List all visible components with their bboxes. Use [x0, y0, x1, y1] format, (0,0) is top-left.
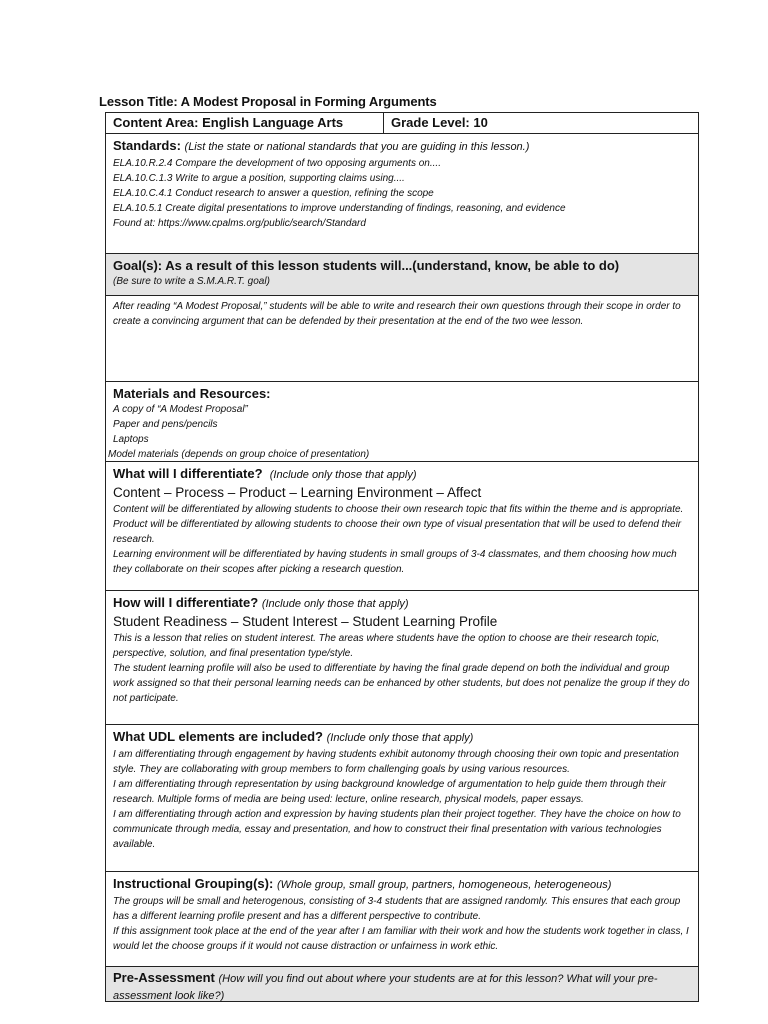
- standards-list: [113, 156, 691, 231]
- standards-heading: Standards:: [113, 138, 181, 153]
- differentiate-what-paragraph: Product will be differentiated by allowing students to choose their own type of visual presentation that will be used to defend their research.: [113, 519, 682, 545]
- udl-heading: What UDL elements are included?: [113, 729, 323, 744]
- differentiate-how-note: (Include only those that apply): [261, 598, 409, 610]
- grade-level: Grade Level: 10: [391, 115, 488, 130]
- goals-header: [106, 254, 698, 296]
- pre-assessment-heading: Pre-Assessment: [113, 970, 215, 985]
- standard-item: ELA.10.C.1.3 Write to argue a position, supporting claims using....: [113, 173, 405, 184]
- differentiate-what-section: [106, 462, 698, 591]
- materials-section: [106, 382, 698, 462]
- differentiate-what-note: (Include only those that apply): [269, 469, 417, 481]
- differentiate-how-paragraph: This is a lesson that relies on student interest. The areas where students have the option to choose are their research topic, perspective, solution, and final presentation type/style.: [113, 633, 660, 659]
- udl-paragraph: I am differentiating through action and expression by having students plan their project together. They have the choice on how to communicate through media, essay and presentation, and how to construct their final presentation with various technologies available.: [113, 809, 681, 850]
- materials-heading: Materials and Resources:: [113, 386, 271, 401]
- differentiate-how-options: Student Readiness – Student Interest – Student Learning Profile: [113, 614, 498, 629]
- lesson-plan-form: [105, 112, 699, 1002]
- standards-section: [106, 134, 698, 254]
- pre-assessment-note: (How will you find out about where your students are at for this lesson? What will your pre-assessment look like?): [113, 973, 658, 1001]
- material-item: Model materials (depends on group choice of presentation): [108, 449, 370, 460]
- goals-note: (Be sure to write a S.M.A.R.T. goal): [113, 276, 270, 287]
- udl-paragraph: I am differentiating through representation by using background knowledge of argumentation to help guide them through their research. Multiple forms of media are being used: lecture, online research, physical models, paper essays.: [113, 779, 667, 805]
- pre-assessment-section: [106, 967, 698, 1001]
- grouping-note: (Whole group, small group, partners, homogeneous, heterogeneous): [276, 879, 612, 891]
- differentiate-what-options: Content – Process – Product – Learning Environment – Affect: [113, 485, 482, 500]
- grouping-section: [106, 872, 698, 967]
- differentiate-what-heading: What will I differentiate?: [113, 466, 263, 481]
- goals-heading: Goal(s): As a result of this lesson students will...(understand, know, be able to do): [113, 258, 620, 273]
- differentiate-how-section: [106, 591, 698, 725]
- lesson-title: Lesson Title: A Modest Proposal in Forming Arguments: [99, 94, 437, 109]
- grouping-paragraph: The groups will be small and heterogenous, consisting of 3-4 students that are assigned randomly. This ensures that each group has a different learning profile present and has a different perspective to contribute.: [113, 896, 681, 922]
- udl-paragraph: I am differentiating through engagement by having students exhibit autonomy through choosing their own topic and presentation style. They are collaborating with group members to form challenging goals by using various resources.: [113, 749, 679, 775]
- content-area: Content Area: English Language Arts: [106, 113, 384, 133]
- standard-item: ELA.10.5.1 Create digital presentations to improve understanding of findings, reasoning, and evidence: [113, 203, 566, 214]
- content-grade-row: [106, 113, 698, 134]
- standards-source: Found at: https://www.cpalms.org/public/search/Standard: [113, 218, 366, 229]
- differentiate-what-paragraph: Learning environment will be differentiated by having students in small groups of 3-4 classmates, and them choosing how much they collaborate on their scopes after picking a research question.: [113, 549, 677, 575]
- grouping-heading: Instructional Grouping(s):: [113, 876, 274, 891]
- udl-note: (Include only those that apply): [326, 732, 474, 744]
- differentiate-how-paragraph: The student learning profile will also be used to differentiate by having the final grade depend on both the individual and group work assigned so that their personal learning needs can be enhanced by other students, but does not penalize the group if they do not participate.: [113, 663, 690, 704]
- goals-body: [106, 296, 698, 382]
- differentiate-how-heading: How will I differentiate?: [113, 595, 259, 610]
- standards-note: (List the state or national standards that you are guiding in this lesson.): [184, 141, 530, 153]
- material-item: Laptops: [113, 434, 149, 445]
- material-item: A copy of “A Modest Proposal”: [113, 404, 248, 415]
- differentiate-what-paragraph: Content will be differentiated by allowing students to choose their own research topic that fits within the theme and is appropriate.: [113, 504, 684, 515]
- grouping-paragraph: If this assignment took place at the end of the year after I am familiar with their work and how the students work together in class, I would let the choose groups if it would not cause distraction or unfairness in work ethic.: [113, 926, 689, 952]
- standard-item: ELA.10.R.2.4 Compare the development of two opposing arguments on....: [113, 158, 441, 169]
- udl-section: [106, 725, 698, 872]
- material-item: Paper and pens/pencils: [113, 419, 218, 430]
- goals-text: After reading “A Modest Proposal,” students will be able to write and research their own questions through their scope in order to create a convincing argument that can be defended by their presentation at the end of the two wee lesson.: [113, 301, 681, 327]
- standard-item: ELA.10.C.4.1 Conduct research to answer a question, refining the scope: [113, 188, 434, 199]
